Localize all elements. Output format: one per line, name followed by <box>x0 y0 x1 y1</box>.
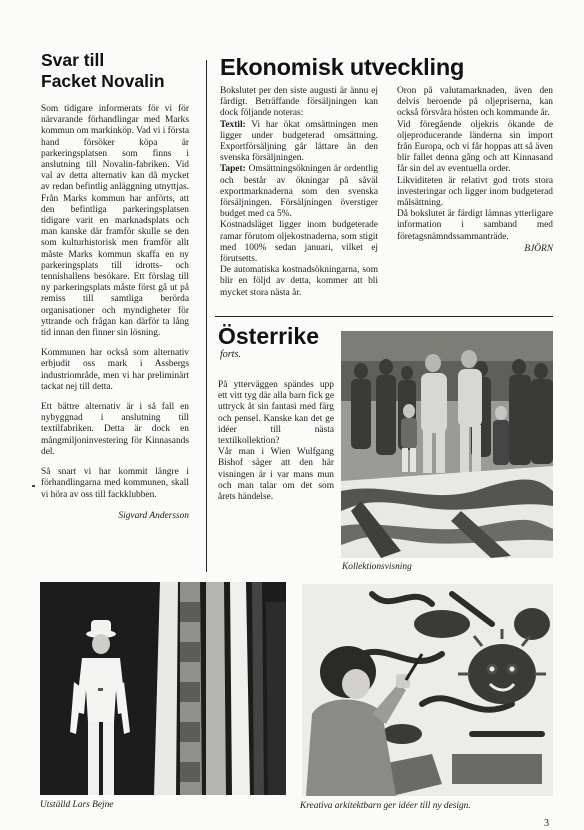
keyword-tapet: Tapet: <box>220 164 246 175</box>
keyword-textil: Textil: <box>220 119 246 130</box>
photo-kreativa-barn-image <box>302 584 553 796</box>
left-article-title <box>41 50 191 92</box>
austria-article-title: Österrike <box>218 323 320 349</box>
right-paragraph-2: Vid föregående oljekris ökande de oljeproducerande länderna sin import från Europa, och vi får hoppas att så även blir fallet denna gång och att Kinnasand får sin del av eventuella order. <box>397 119 553 175</box>
margin-mark <box>32 485 35 487</box>
austria-paragraph-2: Vår man i Wien Wulfgang Bishof säger att den här visningen är i var mans mun och man talar om det som årets händelse. <box>218 447 334 503</box>
photo-kreativa-barn <box>302 584 553 796</box>
main-paragraph-5: De automatiska kostnadsökningarna, som blir en följd av detta, kommer att bli mycket stora nästa år. <box>220 265 378 298</box>
section-divider <box>215 316 553 317</box>
right-paragraph-1: Oron på valutamarknaden, även den delvis beroende på oljepriserna, kan också försvåra hösten och kommande år. <box>397 86 553 119</box>
right-paragraph-3: Likviditeten är relativt god trots stora investeringar och ligger inom budgeterad målsättning. <box>397 175 553 209</box>
left-paragraph-4: Så snart vi har kommit längre i förhandlingarna med kommunen, skall vi höra av oss till fackklubben. <box>41 467 189 500</box>
photo-kollektionsvisning <box>341 331 553 558</box>
column-divider <box>206 60 207 572</box>
page-number: 3 <box>544 818 549 829</box>
left-paragraph-2: Kommunen har också som alternativ erbjudit oss mark i Assbergs industriområde, men vi har preliminärt tackat nej till detta. <box>41 348 189 392</box>
left-title-line2: Facket Novalin <box>41 71 165 91</box>
left-paragraph-3: Ett bättre alternativ är i så fall en nybyggnad i anslutning till textilfabriken. Detta är dock en mångmiljoninvestering för Kinnasands del. <box>41 402 189 457</box>
austria-paragraph-1: På ytterväggen spändes upp ett vitt tyg där alla barn fick ge uttryck åt sin fantasi med färg och pensel. Kanske kan det ge idéer till nästa textilkollektion? <box>218 380 334 447</box>
photo-lars-bejne <box>40 582 286 795</box>
main-article-title: Ekonomisk utveckling <box>220 54 465 80</box>
left-paragraph-1: Som tidigare informerats för vi för närvarande förhandlingar med Marks kommun om markinköp. Vad vi i första hand försöker köpa är parkeringsplatsen som finns i anslutning till Novalin-fabriken. Vid val av detta alternativ kan då mycket av redan befintlig anläggning utnyttjas. Från Marks kommun har anförts, att den befintliga parkeringsplatsen tidigare varit en marknadsplats och man kanske där framför skulle se den som kulturhistorisk men framför allt måste Marks kommun skaffa en ny parkeringsplats till idrotts- och tennishallens besökare. Ett förslag till ny parkeringsplats måste först gå ut på remiss till samtliga berörda organisationer och myndigheter för yttrande och frågan kan därför ta lång tid innan den finner sin lösning. <box>41 104 189 339</box>
caption-lars-bejne: Utställd Lars Bejne <box>40 800 114 810</box>
main-paragraph-1: Bokslutet per den siste augusti är ännu ej färdigt. Beträffande försäljningen kan dock följande noteras: <box>220 86 378 119</box>
photo-lars-bejne-image <box>40 582 286 795</box>
main-paragraph-tapet: Tapet: Omsättningsökningen är ordentlig och består av ökningar på såväl exportmarknaderna som den svenska försäljningen. Försäljningen överstiger budget med ca 5%. <box>220 164 378 220</box>
left-title-line1: Svar till <box>41 50 105 70</box>
photo-kollektionsvisning-image <box>341 331 553 558</box>
austria-article-subtitle: forts. <box>220 349 241 360</box>
caption-kreativa-barn: Kreativa arkitektbarn ger idéer till ny design. <box>300 801 471 811</box>
main-signature: BJÖRN <box>524 243 553 254</box>
right-paragraph-4: Då bokslutet är färdigt lämnas ytterligare information i samband med företagsnämndssammanträde. <box>397 209 553 242</box>
left-signature: Sigvard Andersson <box>118 510 189 521</box>
caption-kollektionsvisning: Kollektionsvisning <box>342 562 412 572</box>
main-article-column-1 <box>220 86 378 299</box>
main-article-column-2 <box>397 86 553 255</box>
left-article-body <box>41 104 189 522</box>
main-paragraph-4: Kostnadsläget ligger inom budgeterade ramar förutom oljekostnaderna, som stigit med 100% sedan januari, vilket ej förutsetts. <box>220 220 378 265</box>
austria-article-body <box>218 380 334 503</box>
main-paragraph-textil: Textil: Vi har ökat omsättningen men ligger under budgeterad omsättning. Exportförsäljning går lättare än den svenska försäljningen. <box>220 119 378 164</box>
